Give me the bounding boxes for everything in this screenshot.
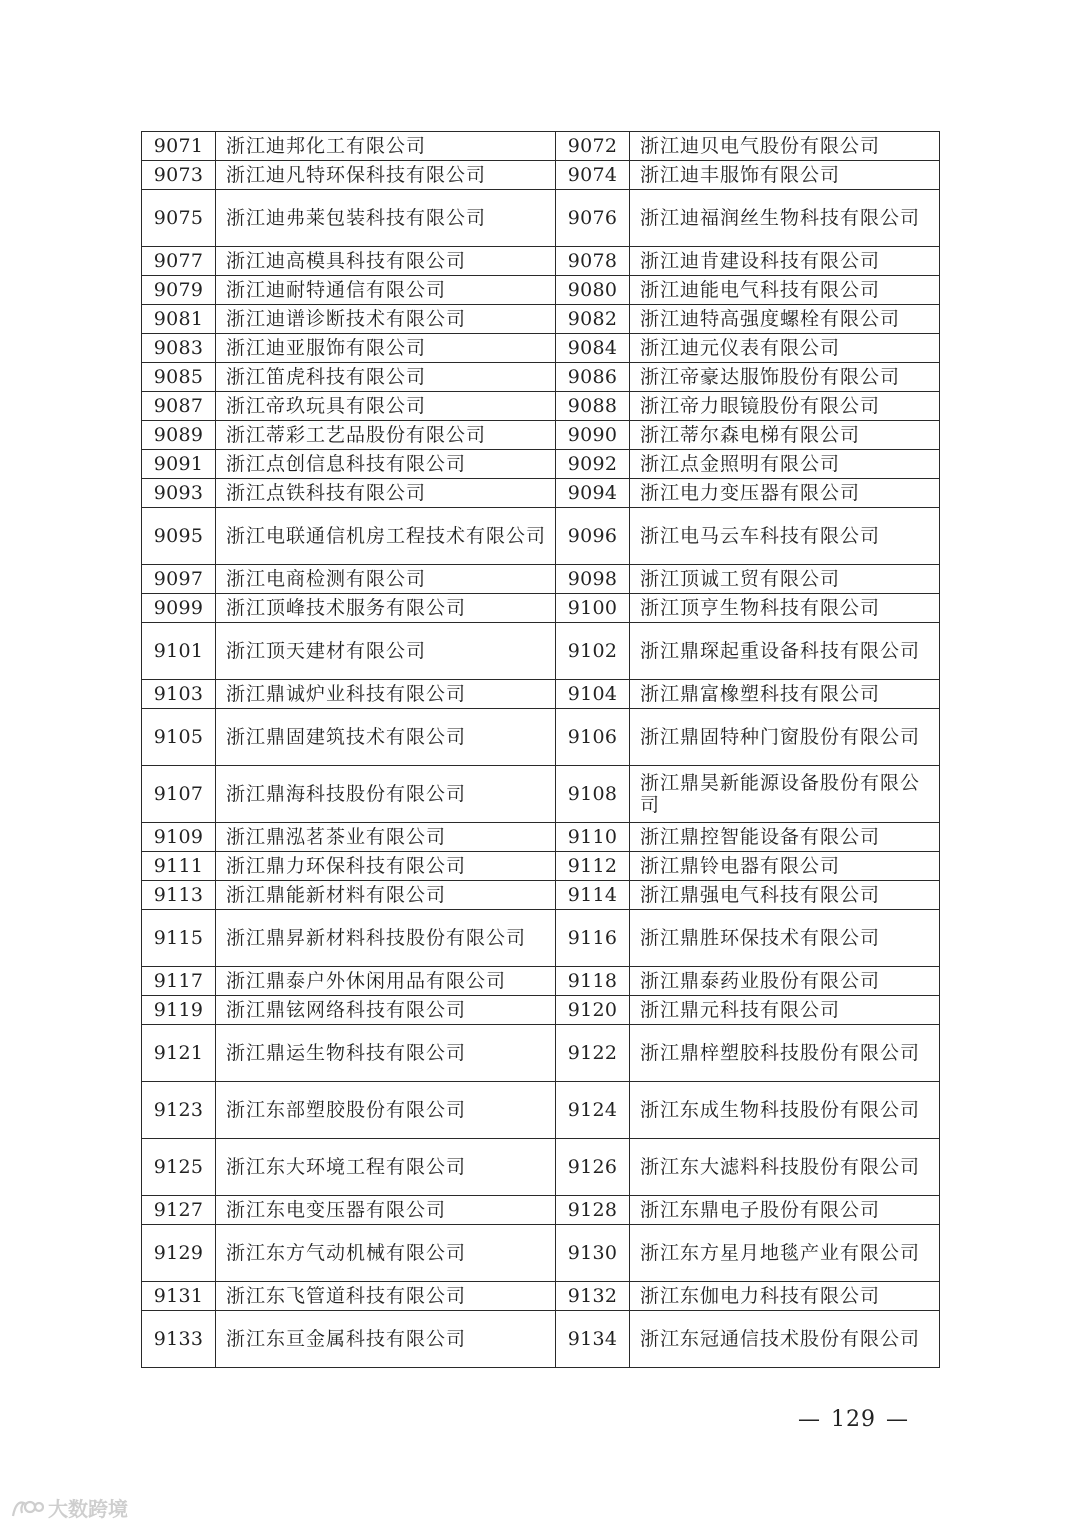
company-name-left: 浙江鼎泰户外休闲用品有限公司 — [216, 967, 556, 996]
company-name-right: 浙江鼎昊新能源设备股份有限公司 — [630, 766, 940, 823]
table-row — [142, 479, 940, 508]
table-row — [142, 1025, 940, 1082]
table-row — [142, 565, 940, 594]
entry-number-left: 9101 — [142, 623, 216, 680]
entry-number-right: 9116 — [556, 910, 630, 967]
entry-number-right: 9122 — [556, 1025, 630, 1082]
company-name-left: 浙江迪亚服饰有限公司 — [216, 334, 556, 363]
company-name-left: 浙江蒂彩工艺品股份有限公司 — [216, 421, 556, 450]
entry-number-right: 9074 — [556, 161, 630, 190]
entry-number-left: 9121 — [142, 1025, 216, 1082]
company-name-right: 浙江迪特高强度螺栓有限公司 — [630, 305, 940, 334]
entry-number-right: 9102 — [556, 623, 630, 680]
entry-number-left: 9113 — [142, 881, 216, 910]
entry-number-right: 9114 — [556, 881, 630, 910]
company-name-left: 浙江东亘金属科技有限公司 — [216, 1311, 556, 1368]
watermark-logo-icon — [10, 1497, 44, 1519]
entry-number-right: 9084 — [556, 334, 630, 363]
entry-number-left: 9077 — [142, 247, 216, 276]
table-row — [142, 363, 940, 392]
entry-number-left: 9133 — [142, 1311, 216, 1368]
entry-number-right: 9120 — [556, 996, 630, 1025]
company-name-left: 浙江点铁科技有限公司 — [216, 479, 556, 508]
entry-number-right: 9132 — [556, 1282, 630, 1311]
entry-number-left: 9119 — [142, 996, 216, 1025]
company-name-left: 浙江东大环境工程有限公司 — [216, 1139, 556, 1196]
table-row — [142, 881, 940, 910]
entry-number-right: 9106 — [556, 709, 630, 766]
company-name-right: 浙江东鼎电子股份有限公司 — [630, 1196, 940, 1225]
company-name-right: 浙江电力变压器有限公司 — [630, 479, 940, 508]
company-name-right: 浙江鼎琛起重设备科技有限公司 — [630, 623, 940, 680]
entry-number-left: 9097 — [142, 565, 216, 594]
entry-number-left: 9107 — [142, 766, 216, 823]
company-name-right: 浙江顶亨生物科技有限公司 — [630, 594, 940, 623]
table-row — [142, 508, 940, 565]
company-name-left: 浙江顶天建材有限公司 — [216, 623, 556, 680]
company-name-right: 浙江迪贝电气股份有限公司 — [630, 132, 940, 161]
company-name-right: 浙江帝力眼镜股份有限公司 — [630, 392, 940, 421]
entry-number-right: 9100 — [556, 594, 630, 623]
company-name-right: 浙江电马云车科技有限公司 — [630, 508, 940, 565]
company-name-right: 浙江鼎泰药业股份有限公司 — [630, 967, 940, 996]
page-number-dash-right: — — [886, 1407, 909, 1432]
entry-number-left: 9131 — [142, 1282, 216, 1311]
company-name-left: 浙江鼎力环保科技有限公司 — [216, 852, 556, 881]
company-name-left: 浙江迪耐特通信有限公司 — [216, 276, 556, 305]
table-row — [142, 247, 940, 276]
company-name-left: 浙江鼎运生物科技有限公司 — [216, 1025, 556, 1082]
entry-number-left: 9099 — [142, 594, 216, 623]
company-name-left: 浙江鼎海科技股份有限公司 — [216, 766, 556, 823]
company-name-left: 浙江迪高模具科技有限公司 — [216, 247, 556, 276]
table-row — [142, 996, 940, 1025]
entry-number-right: 9104 — [556, 680, 630, 709]
company-name-right: 浙江帝豪达服饰股份有限公司 — [630, 363, 940, 392]
entry-number-right: 9090 — [556, 421, 630, 450]
entry-number-right: 9092 — [556, 450, 630, 479]
company-name-right: 浙江鼎控智能设备有限公司 — [630, 823, 940, 852]
entry-number-left: 9127 — [142, 1196, 216, 1225]
entry-number-left: 9105 — [142, 709, 216, 766]
entry-number-right: 9128 — [556, 1196, 630, 1225]
entry-number-right: 9098 — [556, 565, 630, 594]
company-name-left: 浙江鼎固建筑技术有限公司 — [216, 709, 556, 766]
entry-number-right: 9110 — [556, 823, 630, 852]
page-number: 129 — [831, 1407, 876, 1432]
entry-number-right: 9076 — [556, 190, 630, 247]
entry-number-left: 9109 — [142, 823, 216, 852]
table-row — [142, 1225, 940, 1282]
company-name-right: 浙江鼎强电气科技有限公司 — [630, 881, 940, 910]
company-name-right: 浙江东方星月地毯产业有限公司 — [630, 1225, 940, 1282]
table-row — [142, 392, 940, 421]
company-name-left: 浙江电联通信机房工程技术有限公司 — [216, 508, 556, 565]
table-row — [142, 450, 940, 479]
entry-number-left: 9125 — [142, 1139, 216, 1196]
table-row — [142, 823, 940, 852]
company-name-right: 浙江迪肯建设科技有限公司 — [630, 247, 940, 276]
entry-number-right: 9124 — [556, 1082, 630, 1139]
table-row — [142, 1082, 940, 1139]
company-name-right: 浙江迪丰服饰有限公司 — [630, 161, 940, 190]
company-name-left: 浙江东电变压器有限公司 — [216, 1196, 556, 1225]
table-row — [142, 594, 940, 623]
company-name-left: 浙江迪弗莱包装科技有限公司 — [216, 190, 556, 247]
entry-number-left: 9117 — [142, 967, 216, 996]
entry-number-left: 9087 — [142, 392, 216, 421]
table-row — [142, 161, 940, 190]
company-name-left: 浙江鼎铉网络科技有限公司 — [216, 996, 556, 1025]
page-number-dash-left: — — [798, 1407, 821, 1432]
entry-number-right: 9072 — [556, 132, 630, 161]
company-name-right: 浙江点金照明有限公司 — [630, 450, 940, 479]
entry-number-right: 9108 — [556, 766, 630, 823]
table-row — [142, 132, 940, 161]
entry-number-left: 9129 — [142, 1225, 216, 1282]
company-name-left: 浙江电商检测有限公司 — [216, 565, 556, 594]
company-name-left: 浙江鼎能新材料有限公司 — [216, 881, 556, 910]
entry-number-right: 9112 — [556, 852, 630, 881]
entry-number-right: 9082 — [556, 305, 630, 334]
company-name-right: 浙江鼎胜环保技术有限公司 — [630, 910, 940, 967]
entry-number-right: 9086 — [556, 363, 630, 392]
entry-number-right: 9094 — [556, 479, 630, 508]
entry-number-left: 9075 — [142, 190, 216, 247]
table-row — [142, 910, 940, 967]
entry-number-left: 9111 — [142, 852, 216, 881]
table-row — [142, 623, 940, 680]
table-row — [142, 1196, 940, 1225]
company-name-left: 浙江顶峰技术服务有限公司 — [216, 594, 556, 623]
entry-number-left: 9079 — [142, 276, 216, 305]
company-name-right: 浙江鼎富橡塑科技有限公司 — [630, 680, 940, 709]
entry-number-left: 9089 — [142, 421, 216, 450]
table-row — [142, 1282, 940, 1311]
company-name-left: 浙江东部塑胶股份有限公司 — [216, 1082, 556, 1139]
company-name-left: 浙江点创信息科技有限公司 — [216, 450, 556, 479]
entry-number-right: 9130 — [556, 1225, 630, 1282]
table-row — [142, 190, 940, 247]
company-name-left: 浙江迪谱诊断技术有限公司 — [216, 305, 556, 334]
company-name-right: 浙江东大滤料科技股份有限公司 — [630, 1139, 940, 1196]
entry-number-left: 9091 — [142, 450, 216, 479]
table-row — [142, 276, 940, 305]
entry-number-right: 9134 — [556, 1311, 630, 1368]
table-row — [142, 1139, 940, 1196]
entry-number-right: 9118 — [556, 967, 630, 996]
company-name-left: 浙江东飞管道科技有限公司 — [216, 1282, 556, 1311]
entry-number-left: 9081 — [142, 305, 216, 334]
company-name-right: 浙江鼎铃电器有限公司 — [630, 852, 940, 881]
entry-number-left: 9123 — [142, 1082, 216, 1139]
company-name-right: 浙江东冠通信技术股份有限公司 — [630, 1311, 940, 1368]
entry-number-left: 9093 — [142, 479, 216, 508]
company-name-left: 浙江笛虎科技有限公司 — [216, 363, 556, 392]
table-row — [142, 680, 940, 709]
company-name-left: 浙江迪凡特环保科技有限公司 — [216, 161, 556, 190]
company-name-left: 浙江鼎昇新材料科技股份有限公司 — [216, 910, 556, 967]
entry-number-right: 9088 — [556, 392, 630, 421]
table-row — [142, 709, 940, 766]
company-name-right: 浙江迪能电气科技有限公司 — [630, 276, 940, 305]
entry-number-right: 9078 — [556, 247, 630, 276]
entry-number-left: 9095 — [142, 508, 216, 565]
table-row — [142, 421, 940, 450]
table-row — [142, 1311, 940, 1368]
entry-number-left: 9071 — [142, 132, 216, 161]
company-list-body — [142, 132, 940, 1368]
company-name-right: 浙江顶诚工贸有限公司 — [630, 565, 940, 594]
company-name-right: 浙江鼎元科技有限公司 — [630, 996, 940, 1025]
watermark-text: 大数跨境 — [48, 1497, 128, 1521]
company-list-table — [141, 131, 940, 1368]
entry-number-right: 9080 — [556, 276, 630, 305]
company-name-right: 浙江东成生物科技股份有限公司 — [630, 1082, 940, 1139]
entry-number-left: 9083 — [142, 334, 216, 363]
company-name-left: 浙江帝玖玩具有限公司 — [216, 392, 556, 421]
company-name-right: 浙江东伽电力科技有限公司 — [630, 1282, 940, 1311]
company-name-right: 浙江迪元仪表有限公司 — [630, 334, 940, 363]
table-row — [142, 334, 940, 363]
table-row — [142, 766, 940, 823]
company-name-right: 浙江鼎梓塑胶科技股份有限公司 — [630, 1025, 940, 1082]
entry-number-left: 9085 — [142, 363, 216, 392]
company-name-left: 浙江迪邦化工有限公司 — [216, 132, 556, 161]
entry-number-left: 9115 — [142, 910, 216, 967]
table-row — [142, 967, 940, 996]
entry-number-right: 9126 — [556, 1139, 630, 1196]
company-name-right: 浙江鼎固特种门窗股份有限公司 — [630, 709, 940, 766]
entry-number-left: 9073 — [142, 161, 216, 190]
company-name-right: 浙江迪福润丝生物科技有限公司 — [630, 190, 940, 247]
company-name-left: 浙江东方气动机械有限公司 — [216, 1225, 556, 1282]
entry-number-left: 9103 — [142, 680, 216, 709]
company-name-right: 浙江蒂尔森电梯有限公司 — [630, 421, 940, 450]
table-row — [142, 305, 940, 334]
company-name-left: 浙江鼎泓茗茶业有限公司 — [216, 823, 556, 852]
company-name-left: 浙江鼎诚炉业科技有限公司 — [216, 680, 556, 709]
entry-number-right: 9096 — [556, 508, 630, 565]
table-row — [142, 852, 940, 881]
page-number-footer — [788, 1407, 919, 1432]
watermark — [10, 1493, 128, 1522]
